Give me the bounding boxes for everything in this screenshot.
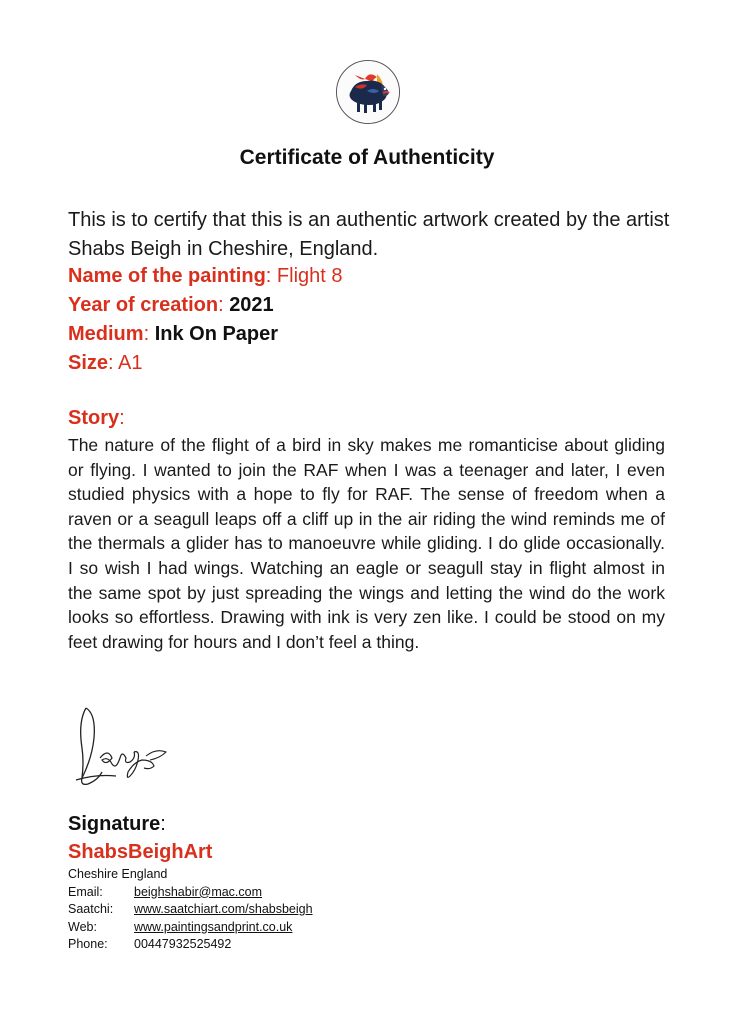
size-field — [68, 349, 678, 378]
story-label: Story — [68, 407, 120, 429]
web-row — [68, 919, 468, 937]
certificate-title: Certificate of Authenticity — [239, 146, 495, 169]
web-link[interactable]: www.paintingsandprint.co.uk — [134, 919, 293, 934]
email-link[interactable]: beighshabir@mac.com — [134, 884, 263, 899]
bull-painting-logo-icon — [336, 60, 400, 124]
phone-value: 00447932525492 — [134, 937, 232, 951]
painting-name-value: Flight 8 — [276, 265, 343, 287]
saatchi-row — [68, 901, 468, 919]
story-paragraph: The nature of the flight of a bird in sky makes me romanticise about gliding or flying. I wanted to join the RAF when I was a teenager and later, I even studied physics with a hope to fly for RAF. The sense of freedom when a raven or a seagull leaps off a cliff up in the air riding the wind reminds me of the thermals a glider has to manoeuvre while gliding. I do glide occasionally. I so wish I had wings. Watching an eagle or seagull stay in flight almost in the same spot by just spreading the wings and letting the wind do the work looks so effortless. Drawing with ink is very zen like. I could be stood on my feet drawing for hours and I don’t feel a thing. — [68, 435, 665, 652]
year-value: 2021 — [229, 294, 274, 316]
location-text: Cheshire England — [68, 867, 168, 881]
signature-separator: : — [160, 813, 166, 835]
artwork-details — [68, 262, 678, 378]
signature-label: Signature — [68, 813, 161, 835]
size-value: A1 — [118, 352, 143, 374]
signature-heading — [68, 810, 166, 838]
medium-value: Ink On Paper — [154, 323, 279, 345]
painting-name-label: Name of the painting — [68, 265, 266, 287]
handwritten-signature — [72, 702, 182, 790]
brand-name: ShabsBeighArt — [68, 841, 213, 863]
saatchi-link[interactable]: www.saatchiart.com/shabsbeigh — [134, 902, 313, 916]
intro-paragraph: This is to certify that this is an authentic artwork created by the artist Shabs Beigh in Cheshire, England. — [68, 209, 670, 260]
painting-name-separator: : — [265, 265, 272, 287]
story-heading — [68, 404, 125, 433]
email-label: Email: — [68, 884, 103, 899]
phone-label: Phone: — [68, 937, 108, 951]
medium-label: Medium — [68, 323, 144, 345]
medium-separator: : — [143, 323, 150, 345]
saatchi-label: Saatchi: — [68, 902, 114, 916]
year-field — [68, 291, 678, 320]
size-label: Size — [68, 352, 109, 374]
medium-field — [68, 320, 678, 349]
size-separator: : — [108, 352, 114, 374]
year-separator: : — [218, 294, 224, 316]
painting-name-field — [68, 262, 678, 291]
email-row — [68, 884, 468, 902]
phone-row — [68, 936, 468, 954]
story-separator: : — [119, 407, 125, 429]
web-label: Web: — [68, 919, 97, 934]
contact-details — [68, 866, 468, 954]
year-label: Year of creation — [68, 294, 219, 316]
